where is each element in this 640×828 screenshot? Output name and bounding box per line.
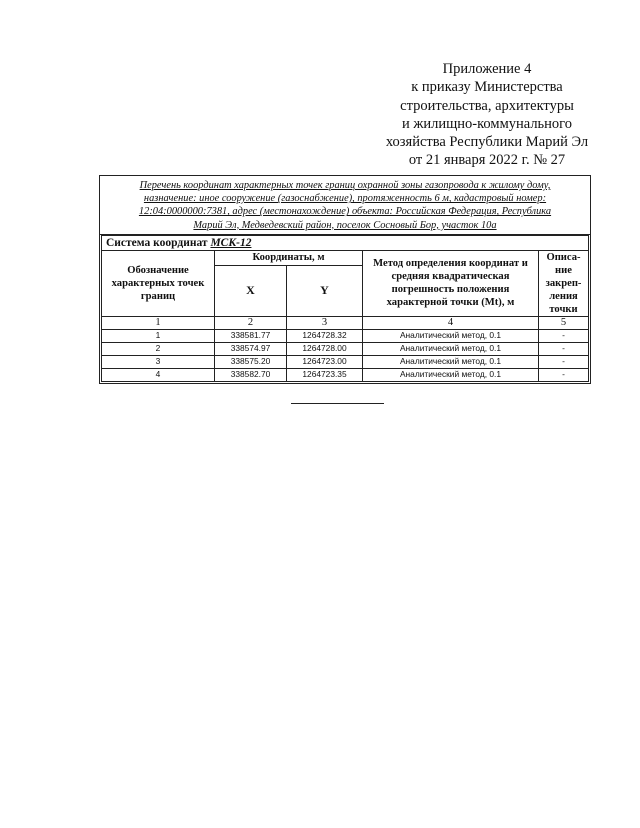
cell-point: 4 bbox=[102, 368, 215, 381]
cell-point: 1 bbox=[102, 329, 215, 342]
coordinate-system-value: МСК-12 bbox=[210, 236, 252, 249]
appendix-line: хозяйства Республики Марий Эл bbox=[385, 134, 589, 151]
cell-y: 1264723.35 bbox=[287, 368, 363, 381]
appendix-line: от 21 января 2022 г. № 27 bbox=[408, 152, 566, 169]
cell-x: 338575.20 bbox=[215, 355, 287, 368]
cell-method: Аналитический метод, 0.1 bbox=[363, 329, 539, 342]
cell-x: 338581.77 bbox=[215, 329, 287, 342]
cell-y: 1264728.32 bbox=[287, 329, 363, 342]
closing-divider bbox=[291, 403, 384, 404]
cell-x: 338582.70 bbox=[215, 368, 287, 381]
coordinate-system-label: Система координат bbox=[106, 236, 208, 249]
header-method: Метод определения координат и средняя квадратическая погрешность положения характерной точки (Mt), м bbox=[363, 250, 539, 316]
document-heading bbox=[100, 176, 590, 235]
appendix-line: и жилищно-коммунального bbox=[401, 115, 573, 132]
cell-y: 1264723.00 bbox=[287, 355, 363, 368]
appendix-line: строительства, архитектуры bbox=[400, 97, 574, 114]
cell-point: 2 bbox=[102, 342, 215, 355]
header-x: X bbox=[215, 265, 287, 316]
header-point-designation: Обозначение характерных точек границ bbox=[102, 250, 215, 316]
header-description: Описа-ние закреп-ления точки bbox=[539, 250, 589, 316]
cell-method: Аналитический метод, 0.1 bbox=[363, 355, 539, 368]
cell-method: Аналитический метод, 0.1 bbox=[363, 342, 539, 355]
cell-description: - bbox=[539, 329, 589, 342]
cell-y: 1264728.00 bbox=[287, 342, 363, 355]
column-number: 5 bbox=[539, 316, 589, 329]
column-number: 1 bbox=[102, 316, 215, 329]
heading-line: назначение: иное сооружение (газоснабжение), протяженность 6 м, кадастровый номер: bbox=[143, 193, 547, 205]
column-number: 3 bbox=[287, 316, 363, 329]
heading-line: Марий Эл, Медведевский район, поселок Сосновый Бор, участок 10а bbox=[193, 219, 497, 231]
coordinate-system-row bbox=[102, 235, 589, 250]
heading-line: 12:04:0000000:7381, адрес (местонахождение) объекта: Российская Федерация, Республика bbox=[138, 206, 552, 218]
cell-description: - bbox=[539, 342, 589, 355]
column-number: 4 bbox=[363, 316, 539, 329]
header-y: Y bbox=[287, 265, 363, 316]
heading-line: Перечень координат характерных точек границ охранной зоны газопровода к жилому дому, bbox=[139, 180, 551, 191]
appendix-line: к приказу Министерства bbox=[411, 79, 563, 96]
table-row bbox=[102, 368, 589, 381]
cell-point: 3 bbox=[102, 355, 215, 368]
coordinates-frame bbox=[99, 175, 591, 384]
table-row bbox=[102, 329, 589, 342]
appendix-block bbox=[352, 60, 622, 170]
cell-description: - bbox=[539, 368, 589, 381]
coordinates-table bbox=[101, 235, 589, 382]
cell-description: - bbox=[539, 355, 589, 368]
column-number: 2 bbox=[215, 316, 287, 329]
cell-method: Аналитический метод, 0.1 bbox=[363, 368, 539, 381]
table-row bbox=[102, 355, 589, 368]
appendix-line: Приложение 4 bbox=[442, 61, 532, 77]
header-coordinates: Координаты, м bbox=[215, 250, 363, 265]
cell-x: 338574.97 bbox=[215, 342, 287, 355]
table-row bbox=[102, 342, 589, 355]
